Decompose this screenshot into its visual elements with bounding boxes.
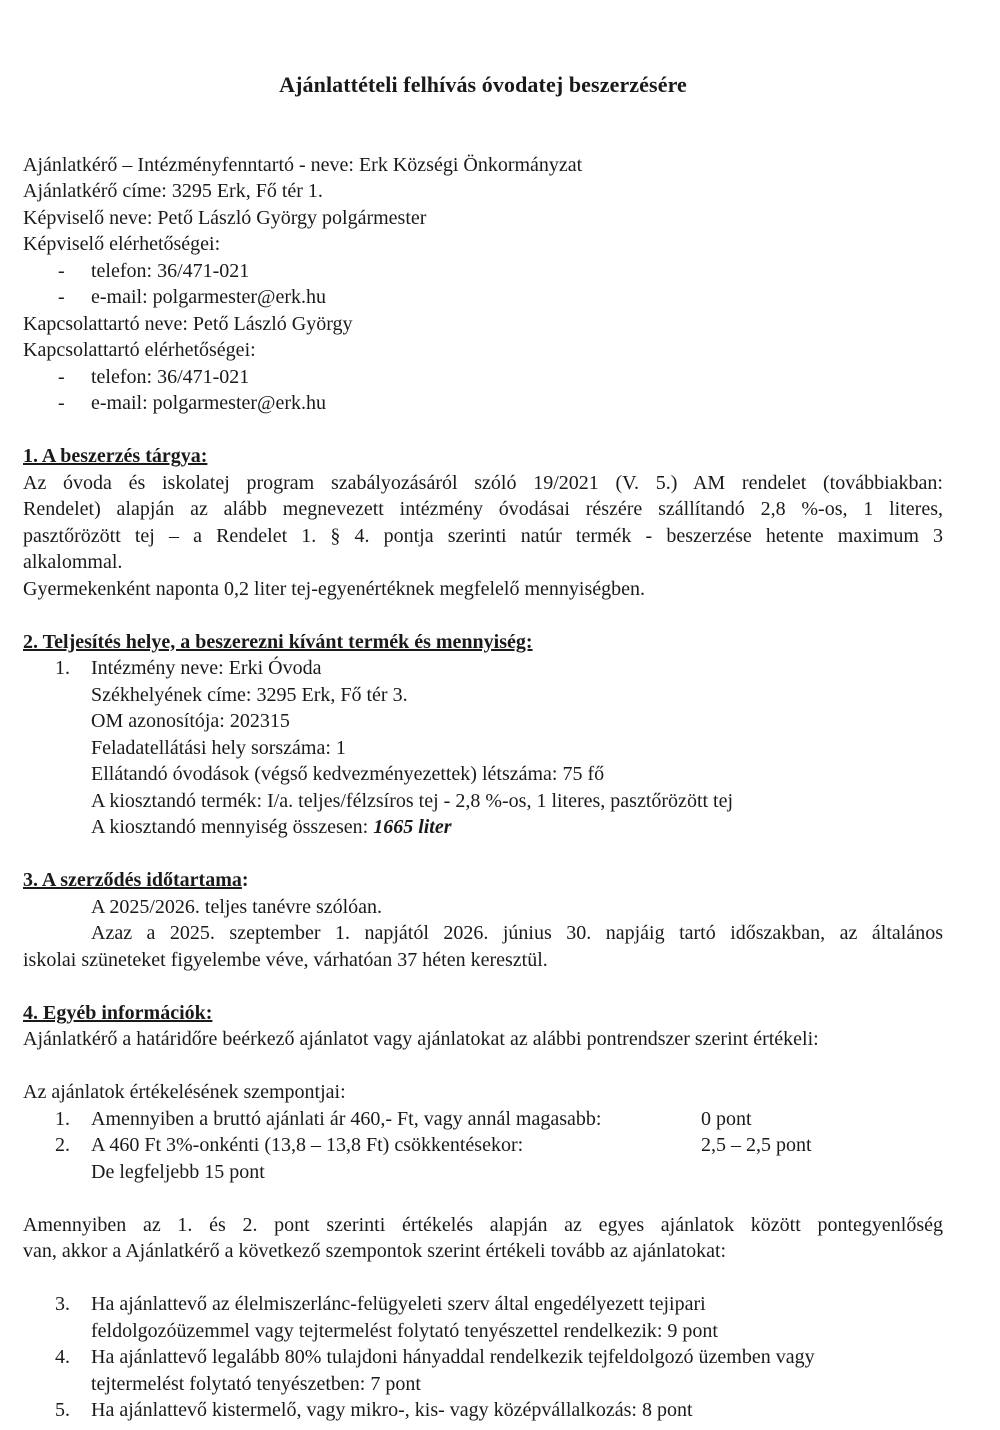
criteria-title: Az ajánlatok értékelésének szempontjai:: [23, 1081, 346, 1103]
list-number: 2.: [55, 1134, 70, 1156]
section-1: [23, 443, 943, 602]
list-number: 5.: [55, 1399, 70, 1421]
product-description: A kiosztandó termék: I/a. teljes/félzsíros tej - 2,8 %-os, 1 literes, pasztőrözött tej: [91, 789, 734, 812]
contact-person-contacts-label: Kapcsolattartó elérhetőségei:: [23, 339, 256, 361]
total-quantity: [23, 814, 943, 841]
tie-break-text-line: van, akkor a Ajánlatkérő a következő szempontok szerint értékeli tovább az ajánlatokat:: [23, 1240, 727, 1262]
contact-person-email: [23, 390, 943, 417]
total-quantity-value: 1665 liter: [373, 816, 452, 838]
institution-name-text: Intézmény neve: Erki Óvoda: [91, 657, 322, 679]
duration-line: A 2025/2026. teljes tanévre szólóan.: [91, 895, 383, 918]
representative-name: Képviselő neve: Pető László György polgármester: [23, 206, 427, 229]
document-page: [23, 72, 943, 1424]
section-1-heading: 1. A beszerzés tárgya:: [23, 445, 208, 467]
duration-detail-line: iskolai szüneteket figyelembe véve, várhatóan 37 héten keresztül.: [23, 948, 548, 971]
dash-bullet: -: [58, 286, 65, 308]
institution-address: Székhelyének címe: 3295 Erk, Fő tér 3.: [91, 683, 408, 706]
list-number: 1.: [55, 657, 70, 679]
section-3-heading-text: 3. A szerződés időtartama: [23, 869, 242, 891]
contact-person-phone: [23, 364, 943, 391]
section-2-heading: 2. Teljesítés helye, a beszerezni kívánt termék és mennyiség:: [23, 630, 533, 653]
duration-detail-line: Azaz a 2025. szeptember 1. napjától 2026. június 30. napjáig tartó időszakban, az általános: [91, 922, 943, 944]
contact-person-name: Kapcsolattartó neve: Pető László György: [23, 312, 353, 335]
section-3: [23, 867, 943, 973]
requester-name: Ajánlatkérő – Intézményfenntartó - neve: Erk Községi Önkormányzat: [23, 153, 583, 176]
dash-bullet: -: [58, 259, 65, 282]
section-1-text-line: Rendelet) alapján az alább megnevezett intézmény óvodásai részére szállítandó 2,8 %-os, 1 literes,: [23, 498, 943, 520]
section-1-daily-amount: Gyermekenként naponta 0,2 liter tej-egyenértéknek megfelelő mennyiségben.: [23, 577, 645, 600]
children-count: Ellátandó óvodások (végső kedvezményezettek) létszáma: 75 fő: [91, 763, 605, 785]
criterion-text: A 460 Ft 3%-onkénti (13,8 – 13,8 Ft) csökkentésekor:: [91, 1134, 524, 1156]
section-1-text-line: Az óvoda és iskolatej program szabályozásáról szóló 19/2021 (V. 5.) AM rendelet (továbbiakban:: [23, 471, 943, 494]
list-number: 4.: [55, 1346, 70, 1368]
total-quantity-label: A kiosztandó mennyiség összesen:: [91, 816, 374, 838]
extra-criterion-text: Ha ajánlattevő legalább 80% tulajdoni hányaddal rendelkezik tejfeldolgozó üzemben vagy: [91, 1346, 815, 1368]
section-1-text-line: alkalommal.: [23, 551, 123, 573]
criterion-points: 0 pont: [701, 1107, 752, 1130]
extra-criterion-text: feldolgozóüzemmel vagy tejtermelést folytató tenyészettel rendelkezik: 9 pont: [91, 1319, 718, 1342]
criterion-points: 2,5 – 2,5 pont: [701, 1134, 812, 1156]
section-4-heading: 4. Egyéb információk:: [23, 1001, 213, 1024]
dash-bullet: -: [58, 392, 65, 414]
section-3-heading: [23, 867, 943, 894]
dash-bullet: -: [58, 365, 65, 388]
extra-criterion-4: [23, 1344, 943, 1397]
list-number: 1.: [55, 1107, 70, 1130]
email-text: e-mail: polgarmester@erk.hu: [91, 286, 326, 308]
extra-criterion-3: [23, 1291, 943, 1344]
document-title: Ajánlattételi felhívás óvodatej beszerzésére: [279, 72, 687, 97]
contact-block: [23, 152, 943, 417]
requester-address: Ajánlatkérő címe: 3295 Erk, Fő tér 1.: [23, 180, 323, 202]
om-identifier: OM azonosítója: 202315: [91, 710, 290, 732]
phone-text: telefon: 36/471-021: [91, 259, 250, 282]
extra-criterion-5: [23, 1397, 943, 1424]
institution-name: [23, 655, 943, 682]
section-2: [23, 629, 943, 841]
criterion-row: [23, 1132, 943, 1159]
section-1-text-line: pasztőrözött tej – a Rendelet 1. § 4. pontja szerinti natúr termék - beszerzése hetente maximum 3: [23, 524, 943, 547]
email-text: e-mail: polgarmester@erk.hu: [91, 392, 326, 414]
tie-break-text-line: Amennyiben az 1. és 2. pont szerinti értékelés alapján az egyes ajánlatok között pontegyenlőség: [23, 1213, 943, 1236]
site-number: Feladatellátási hely sorszáma: 1: [91, 736, 346, 759]
representative-email: [23, 284, 943, 311]
list-number: 3.: [55, 1293, 70, 1315]
heading-colon: :: [241, 869, 249, 891]
criterion-row: [23, 1106, 943, 1133]
phone-text: telefon: 36/471-021: [91, 365, 250, 388]
representative-contacts-label: Képviselő elérhetőségei:: [23, 233, 221, 255]
extra-criterion-text: Ha ajánlattevő az élelmiszerlánc-felügyeleti szerv által engedélyezett tejipari: [91, 1293, 706, 1315]
extra-criterion-text: Ha ajánlattevő kistermelő, vagy mikro-, kis- vagy középvállalkozás: 8 pont: [91, 1399, 693, 1421]
criterion-text: Amennyiben a bruttó ajánlati ár 460,- Ft, vagy annál magasabb:: [91, 1107, 602, 1130]
evaluation-intro: Ajánlatkérő a határidőre beérkező ajánlatot vagy ajánlatokat az alábbi pontrendszer szerint értékeli:: [23, 1028, 819, 1050]
section-4: [23, 1000, 943, 1424]
extra-criterion-text: tejtermelést folytató tenyészetben: 7 pont: [91, 1372, 421, 1395]
max-points: De legfeljebb 15 pont: [91, 1160, 265, 1183]
representative-phone: [23, 258, 943, 285]
